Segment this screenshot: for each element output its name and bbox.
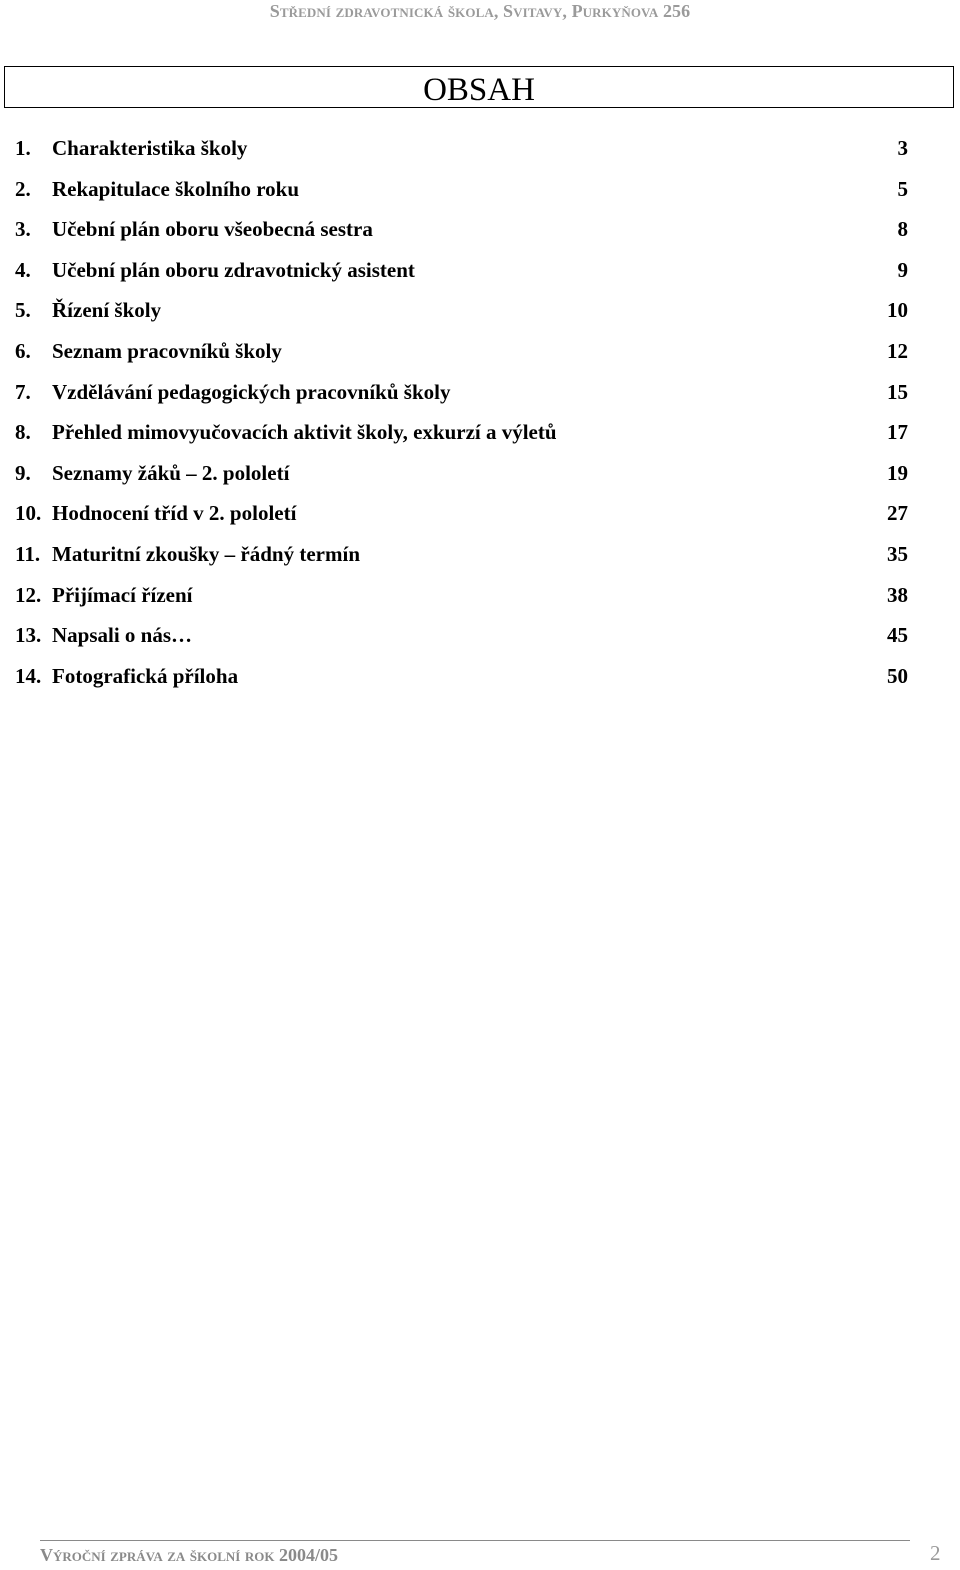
toc-entry-9[interactable] — [0, 453, 960, 494]
toc-entry-number: 7. — [15, 379, 31, 404]
toc-entry-number: 3. — [15, 217, 31, 242]
toc-entry-page: 3 — [897, 136, 908, 160]
toc-entry-number: 6. — [15, 338, 31, 363]
toc-entry-number: 11. — [15, 541, 41, 566]
footer-page-number: 2 — [930, 1541, 941, 1565]
toc-entry-7[interactable] — [0, 372, 960, 413]
toc-entry-title: Maturitní zkoušky – řádný termín — [52, 541, 361, 566]
toc-entry-page: 17 — [887, 420, 908, 445]
running-header: Střední zdravotnická škola, Svitavy, Purkyňova 256 — [269, 1, 691, 21]
toc-entry-page: 19 — [887, 460, 908, 485]
toc-entry-12[interactable] — [0, 575, 960, 616]
toc-entry-page: 9 — [897, 257, 908, 282]
toc-entry-3[interactable] — [0, 209, 960, 250]
toc-entry-number: 4. — [15, 257, 31, 282]
toc-heading: OBSAH — [423, 72, 535, 108]
toc-entry-title: Fotografická příloha — [52, 663, 239, 688]
toc-entry-page: 12 — [887, 338, 908, 363]
toc-entry-number: 14. — [15, 663, 42, 688]
toc-entry-1[interactable] — [0, 128, 960, 169]
toc-entry-number: 9. — [15, 460, 31, 485]
toc-entry-14[interactable] — [0, 656, 960, 697]
toc-entry-number: 2. — [15, 176, 31, 201]
toc-entry-title: Učební plán oboru zdravotnický asistent — [52, 257, 415, 282]
toc-entry-6[interactable] — [0, 331, 960, 372]
toc-entry-title: Učební plán oboru všeobecná sestra — [52, 217, 373, 242]
footer-title: Výroční zpráva za školní rok 2004/05 — [40, 1545, 338, 1565]
toc-entry-title: Přehled mimovyučovacích aktivit školy, exkurzí a výletů — [52, 420, 557, 445]
toc-entry-title: Seznam pracovníků školy — [52, 338, 282, 363]
toc-entry-title: Řízení školy — [52, 298, 162, 323]
toc-entry-number: 1. — [15, 136, 31, 160]
table-of-contents — [0, 128, 960, 696]
toc-entry-title: Rekapitulace školního roku — [52, 176, 300, 201]
footer-divider — [40, 1540, 910, 1541]
toc-entry-title: Vzdělávání pedagogických pracovníků školy — [52, 379, 451, 404]
toc-entry-10[interactable] — [0, 493, 960, 534]
toc-entry-number: 5. — [15, 298, 31, 323]
toc-entry-title: Přijímací řízení — [52, 582, 193, 607]
toc-entry-page: 35 — [887, 541, 908, 566]
toc-entry-8[interactable] — [0, 412, 960, 453]
toc-entry-page: 27 — [887, 501, 908, 526]
toc-entry-4[interactable] — [0, 250, 960, 291]
toc-heading-box — [4, 66, 954, 108]
toc-entry-5[interactable] — [0, 290, 960, 331]
toc-entry-2[interactable] — [0, 169, 960, 210]
toc-entry-title: Seznamy žáků – 2. pololetí — [52, 460, 290, 485]
toc-entry-number: 10. — [15, 501, 42, 526]
toc-entry-page: 45 — [887, 623, 908, 648]
toc-entry-number: 13. — [15, 623, 42, 648]
toc-entry-number: 12. — [15, 582, 42, 607]
toc-entry-number: 8. — [15, 420, 31, 445]
toc-entry-page: 10 — [887, 298, 908, 323]
toc-entry-page: 50 — [887, 663, 908, 688]
toc-entry-11[interactable] — [0, 534, 960, 575]
toc-entry-title: Charakteristika školy — [52, 136, 248, 160]
toc-entry-title: Hodnocení tříd v 2. pololetí — [52, 501, 297, 526]
toc-entry-13[interactable] — [0, 615, 960, 656]
toc-entry-page: 5 — [897, 176, 908, 201]
toc-entry-page: 38 — [887, 582, 908, 607]
toc-entry-page: 15 — [887, 379, 908, 404]
toc-entry-page: 8 — [897, 217, 908, 242]
toc-entry-title: Napsali o nás… — [52, 623, 193, 648]
